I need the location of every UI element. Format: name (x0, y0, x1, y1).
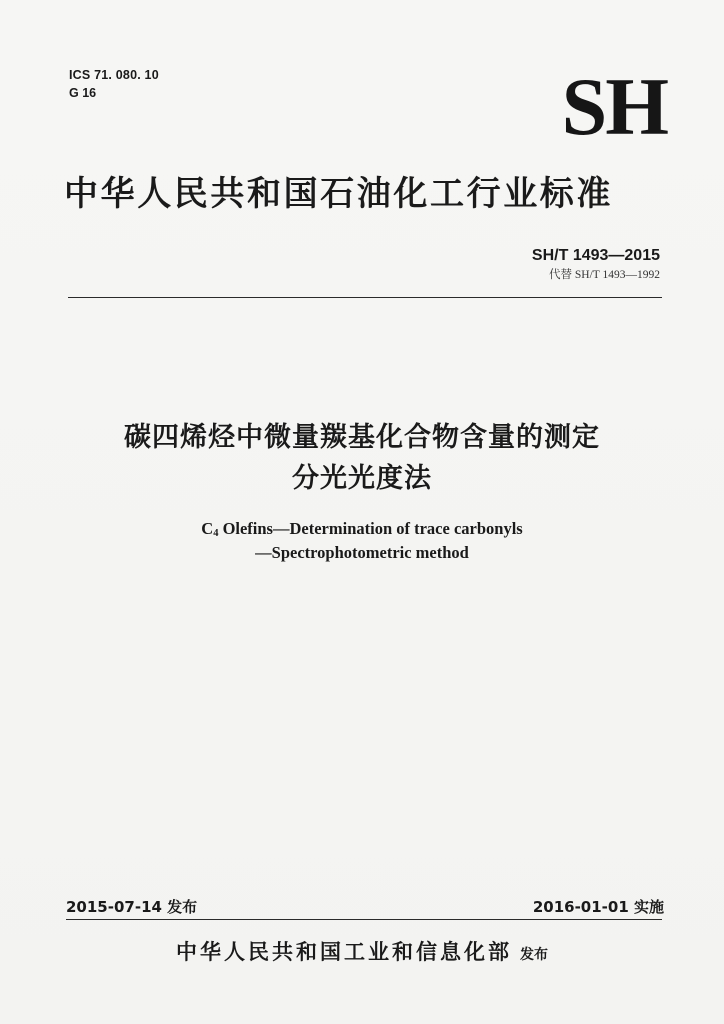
title-chinese-line-1: 碳四烯烃中微量羰基化合物含量的测定 (124, 422, 600, 453)
standard-number: SH/T 1493—2015 (531, 247, 660, 264)
implementation-date: 2016-01-01 实施 (532, 898, 664, 916)
publish-verb: 发布 (520, 947, 548, 963)
standard-category-title: 中华人民共和国石油化工行业标准 (64, 174, 613, 214)
title-english-c: C (201, 519, 214, 538)
footer-divider (66, 919, 662, 920)
publisher-line (40, 938, 684, 969)
issue-date: 2015-07-14 发布 (66, 898, 198, 916)
title-english-line-1 (40, 519, 684, 539)
replaced-standard: 代替 SH/T 1493—1992 (549, 269, 660, 281)
title-english-subscript: 4 (213, 528, 219, 539)
title-english-line-1-rest: Olefins—Determination of trace carbonyls (218, 519, 523, 538)
ccs-code: G 16 (69, 86, 97, 100)
ics-code: ICS 71. 080. 10 (69, 68, 159, 82)
title-english-line-2: —Spectrophotometric method (255, 543, 469, 562)
sh-logo: SH (561, 61, 667, 152)
publisher-name: 中华人民共和国工业和信息化部 (176, 940, 512, 964)
header-divider (68, 297, 662, 298)
title-chinese-line-2: 分光光度法 (292, 463, 432, 494)
